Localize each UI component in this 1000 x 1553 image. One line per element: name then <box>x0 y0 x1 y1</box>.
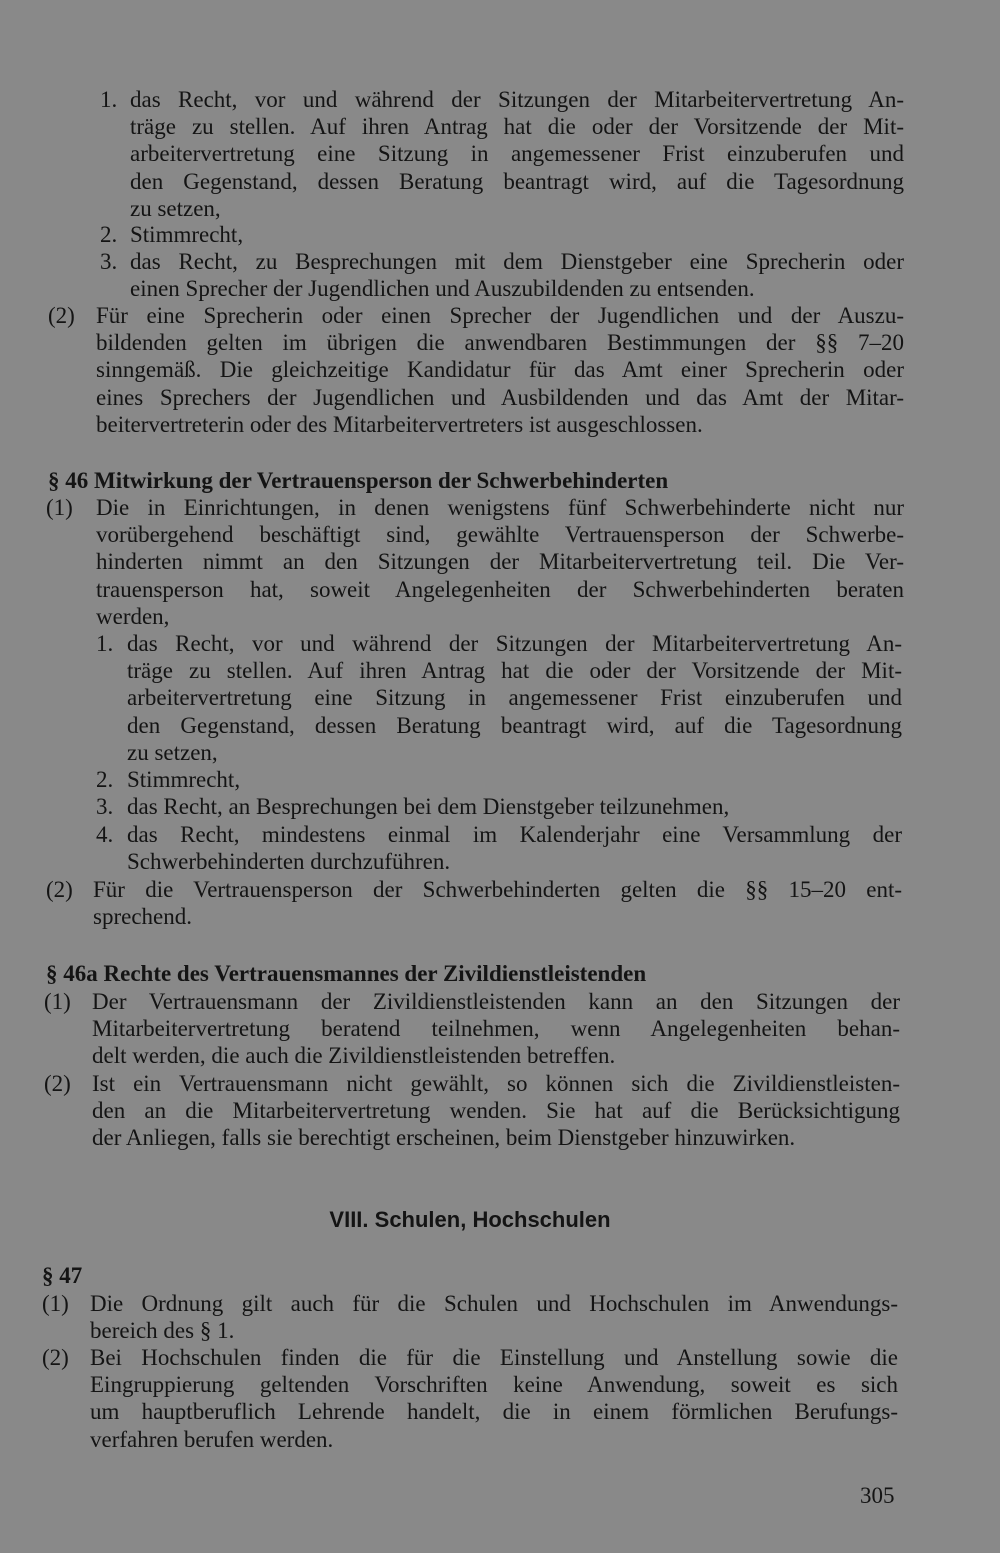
chapter-heading: VIII. Schulen, Hochschulen <box>329 1207 611 1232</box>
text-line: Die Ordnung gilt auch für die Schulen und Hochschulen im Anwendungs- <box>90 1291 898 1316</box>
paragraph-number: (2) <box>48 303 75 328</box>
text-line: Schwerbehinderten durchzuführen. <box>127 849 451 875</box>
paragraph-number: (1) <box>42 1291 69 1316</box>
text-line: um hauptberuflich Lehrende handelt, die in einem förmlichen Berufungs- <box>90 1399 898 1425</box>
text-line: arbeitervertretung eine Sitzung in angemessener Frist einzuberufen und <box>130 141 904 167</box>
text-line: Stimmrecht, <box>127 767 241 792</box>
paragraph-number: (2) <box>44 1071 71 1096</box>
text-line: werden, <box>96 603 170 629</box>
text-line: Stimmrecht, <box>130 222 244 247</box>
text-line: das Recht, vor und während der Sitzungen der Mitarbeitervertretung An- <box>127 631 902 656</box>
text-line: beitervertreterin oder des Mitarbeitervertreters ist ausgeschlossen. <box>96 411 703 437</box>
text-line: den Gegenstand, dessen Beratung beantragt wird, auf die Tagesordnung <box>127 712 902 738</box>
text-line: vorübergehend beschäftigt sind, gewählte Vertrauensperson der Schwerbe- <box>96 522 904 548</box>
text-line: Für die Vertrauensperson der Schwerbehinderten gelten die §§ 15–20 ent- <box>93 877 902 902</box>
text-line: Mitarbeitervertretung beratend teilnehmen, wenn Angelegenheiten behan- <box>92 1016 900 1042</box>
section-heading: § 46 Mitwirkung der Vertrauensperson der Schwerbehinderten <box>48 468 669 493</box>
item-number: 1. <box>96 631 114 656</box>
item-number: 3. <box>100 249 118 274</box>
paragraph-number: (1) <box>44 989 71 1014</box>
text-line: den Gegenstand, dessen Beratung beantragt wird, auf die Tagesordnung <box>130 168 904 194</box>
text-line: das Recht, mindestens einmal im Kalenderjahr eine Versammlung der <box>127 822 902 847</box>
text-line: verfahren berufen werden. <box>90 1426 334 1452</box>
text-line: das Recht, an Besprechungen bei dem Dienstgeber teilzunehmen, <box>127 794 730 819</box>
page-number: 305 <box>860 1483 895 1508</box>
paragraph-number: (2) <box>42 1345 69 1370</box>
section-heading: § 47 <box>42 1263 83 1288</box>
text-line: einen Sprecher der Jugendlichen und Auszubildenden zu entsenden. <box>130 276 755 302</box>
text-line: delt werden, die auch die Zivildienstleistenden betreffen. <box>92 1043 616 1069</box>
text-line: trauensperson hat, soweit Angelegenheiten der Schwerbehinderten beraten <box>96 576 904 602</box>
text-line: zu setzen, <box>127 739 218 765</box>
item-number: 3. <box>96 794 114 819</box>
item-number: 4. <box>96 822 114 847</box>
text-line: das Recht, zu Besprechungen mit dem Dienstgeber eine Sprecherin oder <box>130 249 904 274</box>
text-line: bildenden gelten im übrigen die anwendbaren Bestimmungen der §§ 7–20 <box>96 330 904 356</box>
text-line: eines Sprechers der Jugendlichen und Ausbildenden und das Amt der Mitar- <box>96 384 904 410</box>
section-heading: § 46a Rechte des Vertrauensmannes der Zivildienstleistenden <box>46 961 647 986</box>
text-line: Für eine Sprecherin oder einen Sprecher der Jugendlichen und der Auszu- <box>96 303 904 328</box>
text-line: sprechend. <box>93 904 192 930</box>
text-line: arbeitervertretung eine Sitzung in angemessener Frist einzuberufen und <box>127 685 902 711</box>
text-line: träge zu stellen. Auf ihren Antrag hat die oder der Vorsitzende der Mit- <box>127 658 902 684</box>
item-number: 1. <box>100 87 118 112</box>
item-number: 2. <box>100 222 118 247</box>
text-line: bereich des § 1. <box>90 1318 235 1344</box>
text-line: sinngemäß. Die gleichzeitige Kandidatur für das Amt einer Sprecherin oder <box>96 357 904 383</box>
text-line: das Recht, vor und während der Sitzungen der Mitarbeitervertretung An- <box>130 87 904 112</box>
text-line: Bei Hochschulen finden die für die Einstellung und Anstellung sowie die <box>90 1345 898 1370</box>
text-line: zu setzen, <box>130 195 221 221</box>
text-line: den an die Mitarbeitervertretung wenden. Sie hat auf die Berücksichtigung <box>92 1098 900 1124</box>
text-line: Der Vertrauensmann der Zivildienstleistenden kann an den Sitzungen der <box>92 989 900 1014</box>
text-line: der Anliegen, falls sie berechtigt erscheinen, beim Dienstgeber hinzuwirken. <box>92 1125 796 1151</box>
paragraph-number: (2) <box>46 877 73 902</box>
text-line: Die in Einrichtungen, in denen wenigstens fünf Schwerbehinderte nicht nur <box>96 495 904 520</box>
text-line: träge zu stellen. Auf ihren Antrag hat die oder der Vorsitzende der Mit- <box>130 114 904 140</box>
text-line: Ist ein Vertrauensmann nicht gewählt, so können sich die Zivildienstleisten- <box>92 1071 900 1096</box>
paragraph-number: (1) <box>46 495 73 520</box>
text-line: Eingruppierung geltenden Vorschriften keine Anwendung, soweit es sich <box>90 1372 898 1398</box>
item-number: 2. <box>96 767 114 792</box>
text-line: hinderten nimmt an den Sitzungen der Mitarbeitervertretung teil. Die Ver- <box>96 549 904 575</box>
